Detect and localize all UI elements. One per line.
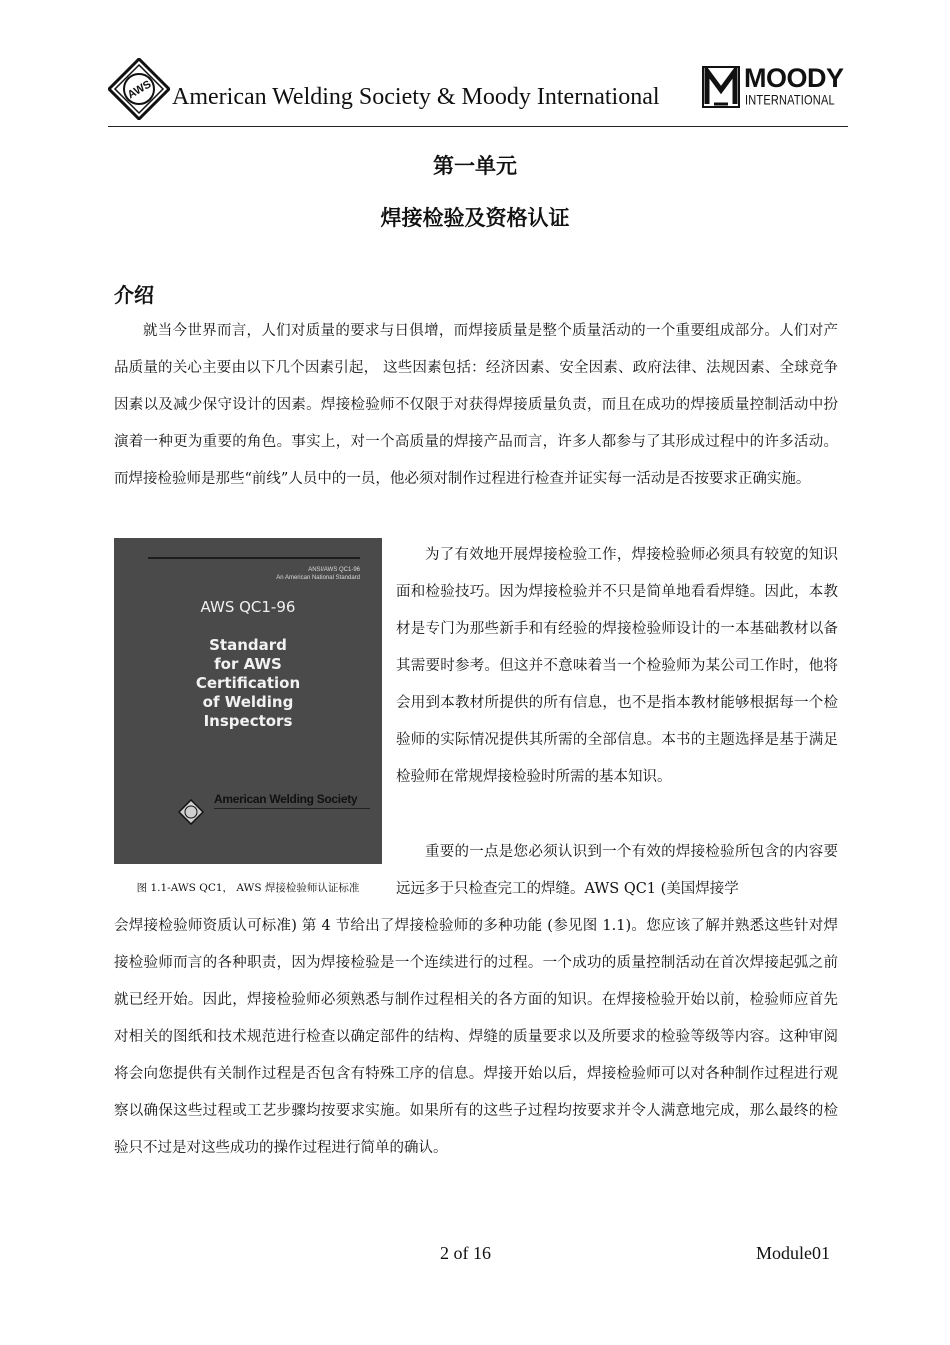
figure-caption: 图 1.1-AWS QC1， AWS 焊接检验师认证标准 bbox=[136, 882, 360, 894]
aws-logo-text: AWS bbox=[125, 78, 154, 102]
unit-subtitle: 焊接检验及资格认证 bbox=[380, 206, 570, 230]
moody-subtitle: INTERNATIONAL bbox=[745, 93, 835, 108]
cover-standard-ref bbox=[276, 566, 360, 582]
cover-society-rule bbox=[214, 808, 370, 809]
cover-rule bbox=[148, 557, 360, 559]
cover-aws-logo bbox=[178, 799, 204, 825]
module-label: Module01 bbox=[756, 1243, 830, 1263]
cover-standard-ref-1: ANSI/AWS QC1-96 bbox=[308, 567, 360, 573]
moody-mark-icon bbox=[702, 66, 740, 108]
cover-standard-code: AWS QC1-96 bbox=[200, 598, 296, 616]
aws-logo bbox=[108, 58, 170, 120]
moody-name: MOODY bbox=[744, 63, 844, 93]
intro-paragraph-2: 为了有效地开展焊接检验工作，焊接检验师必须具有较宽的知识面和检验技巧。因为焊接检验并不只是简单地看看焊缝。因此，本教材是专门为那些新手和有经验的焊接检验师设计的一本基础教材以备其需要时参考。但这并不意味着当一个检验师为某公司工作时，他将会用到本教材所提供的所有信息，也不是指本教材能够根据每一个检验师的实际情况提供其所需的全部信息。本书的主题选择是基于满足检验师在常规焊接检验时所需的基本知识。 bbox=[396, 547, 838, 785]
cover-standard-ref-2: An American National Standard bbox=[276, 575, 360, 581]
section-heading: 介绍 bbox=[114, 283, 154, 307]
unit-title: 第一单元 bbox=[433, 154, 517, 178]
moody-logo bbox=[702, 63, 844, 112]
intro-paragraph-3-continued: 会焊接检验师资质认可标准) 第 4 节给出了焊接检验师的多种功能 (参见图 1.1)。您应该了解并熟悉这些针对焊接检验师而言的各种职责，因为焊接检验是一个连续进行的过程。一个成功的质量控制活动在首次焊接起弧之前就已经开始。因此，焊接检验师必须熟悉与制作过程相关的各方面的知识。在焊接检验开始以前，检验师应首先对相关的图纸和技术规范进行检查以确定部件的结构、焊缝的质量要求以及所要求的检验等级等内容。这种审阅将会向您提供有关制作过程是否包含有特殊工序的信息。焊接开始以后，焊接检验师可以对各种制作过程进行观察以确保这些过程或工艺步骤均按要求实施。如果所有的这些子过程均按要求并令人满意地完成，那么最终的检验只不过是对这些成功的操作过程进行简单的确认。 bbox=[114, 918, 838, 1156]
cover-society-name: American Welding Society bbox=[214, 792, 358, 806]
header-title: American Welding Society & Moody International bbox=[172, 84, 660, 110]
page-number: 2 of 16 bbox=[440, 1243, 491, 1263]
cover-standard-title: Standard for AWS Certification of Welding Inspectors bbox=[195, 636, 301, 730]
intro-paragraph-3-start: 重要的一点是您必须认识到一个有效的焊接检验所包含的内容要远远多于只检查完工的焊缝。AWS QC1 (美国焊接学 bbox=[396, 844, 838, 897]
page-header bbox=[108, 56, 848, 127]
intro-paragraph-1: 就当今世界而言，人们对质量的要求与日俱增，而焊接质量是整个质量活动的一个重要组成部分。人们对产品质量的关心主要由以下几个因素引起， 这些因素包括：经济因素、安全因素、政府法律、法规因素、全球竞争因素以及减少保守设计的因素。焊接检验师不仅限于对获得焊接质量负责，而且在成功的焊接质量控制活动中扮演着一种更为重要的角色。事实上，对一个高质量的焊接产品而言，许多人都参与了其形成过程中的许多活动。而焊接检验师是那些“前线”人员中的一员，他必须对制作过程进行检查并证实每一活动是否按要求正确实施。 bbox=[114, 323, 838, 487]
standard-cover-figure bbox=[114, 538, 382, 864]
